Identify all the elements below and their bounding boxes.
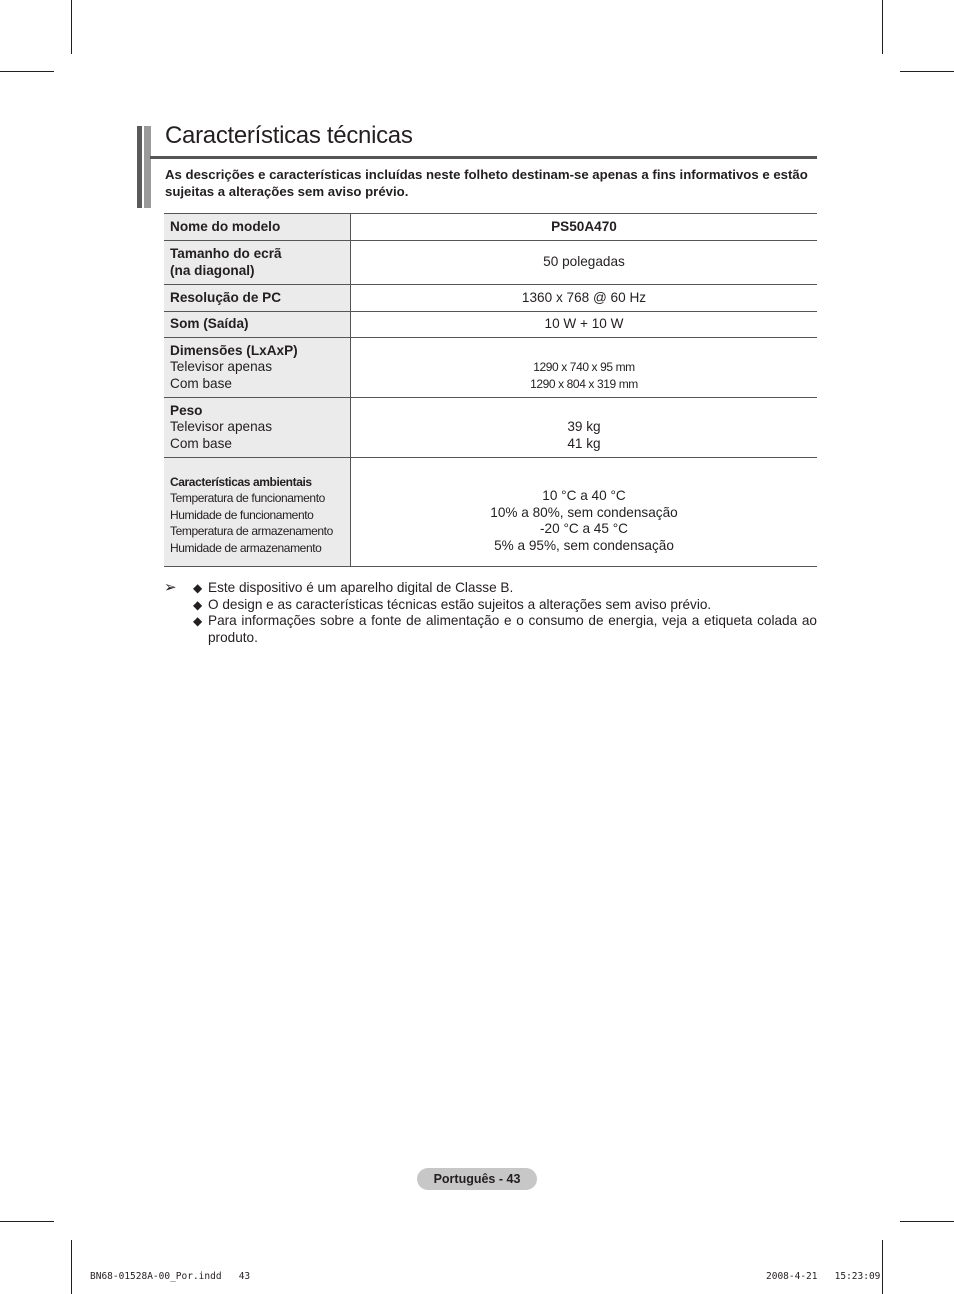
row-value-line: 10 °C a 40 °C bbox=[542, 488, 626, 503]
table-row bbox=[164, 312, 817, 338]
row-label-line: Com base bbox=[170, 375, 232, 391]
row-value: 50 polegadas bbox=[351, 241, 818, 285]
table-row bbox=[164, 338, 817, 398]
crop-mark bbox=[900, 1221, 954, 1222]
row-label-line: (na diagonal) bbox=[170, 262, 255, 278]
row-value: 1360 x 768 @ 60 Hz bbox=[351, 285, 818, 312]
intro-text: As descrições e características incluídas neste folheto destinam-se apenas a fins informativos e estão sujeitas a alterações sem aviso prévio. bbox=[165, 167, 808, 199]
notes-section bbox=[164, 580, 817, 646]
row-value: PS50A470 bbox=[351, 214, 818, 241]
row-value bbox=[351, 398, 818, 458]
row-value-line: 1290 x 804 x 319 mm bbox=[530, 376, 638, 391]
note-item bbox=[164, 613, 817, 646]
row-label bbox=[164, 338, 351, 398]
crop-mark bbox=[0, 71, 54, 72]
title-accent-bar bbox=[137, 126, 151, 208]
diamond-bullet-icon: ◆ bbox=[193, 614, 203, 628]
title-rule bbox=[150, 156, 817, 159]
row-label-line: Temperatura de funcionamento bbox=[170, 491, 325, 506]
row-value bbox=[351, 458, 818, 567]
crop-mark bbox=[900, 71, 954, 72]
crop-mark bbox=[882, 1240, 883, 1294]
row-label-line: Humidade de armazenamento bbox=[170, 540, 322, 555]
row-value-line: 41 kg bbox=[567, 435, 601, 451]
row-value-line: -20 °C a 45 °C bbox=[540, 521, 628, 536]
row-value: 10 W + 10 W bbox=[351, 312, 818, 338]
crop-mark bbox=[71, 1240, 72, 1294]
table-row bbox=[164, 214, 817, 241]
note-text: Este dispositivo é um aparelho digital de Classe B. bbox=[208, 580, 514, 595]
crop-mark bbox=[882, 0, 883, 54]
row-value-line: 5% a 95%, sem condensação bbox=[494, 537, 674, 553]
row-label-line: Temperatura de armazenamento bbox=[170, 524, 333, 539]
row-value-line: 39 kg bbox=[567, 419, 601, 435]
row-label bbox=[164, 458, 351, 567]
row-label-line: Humidade de funcionamento bbox=[170, 507, 314, 522]
row-label-line: Televisor apenas bbox=[170, 419, 273, 435]
table-row bbox=[164, 285, 817, 312]
crop-mark bbox=[71, 0, 72, 54]
table-row bbox=[164, 458, 817, 567]
specs-table bbox=[164, 213, 817, 567]
page-number-badge: Português - 43 bbox=[417, 1168, 537, 1190]
footer-file: BN68-01528A-00_Por.indd 43 bbox=[90, 1271, 251, 1282]
row-label: Resolução de PC bbox=[164, 285, 351, 312]
arrow-right-icon: ➢ bbox=[164, 579, 177, 596]
row-label: Som (Saída) bbox=[164, 312, 351, 338]
diamond-bullet-icon: ◆ bbox=[193, 597, 203, 612]
crop-mark bbox=[0, 1221, 54, 1222]
row-label: Nome do modelo bbox=[164, 214, 351, 241]
row-value bbox=[351, 338, 818, 398]
table-row bbox=[164, 398, 817, 458]
note-text: Para informações sobre a fonte de alimentação e o consumo de energia, veja a etiqueta colada ao produto. bbox=[208, 613, 817, 645]
row-label-line: Com base bbox=[170, 435, 232, 451]
table-row bbox=[164, 241, 817, 285]
row-value-line: 1290 x 740 x 95 mm bbox=[533, 360, 635, 375]
note-item bbox=[164, 597, 817, 614]
row-label-line: Dimensões (LxAxP) bbox=[170, 342, 298, 358]
row-label-line: Televisor apenas bbox=[170, 359, 273, 375]
row-label bbox=[164, 241, 351, 285]
row-label-line: Características ambientais bbox=[170, 474, 312, 489]
note-item bbox=[164, 580, 817, 597]
page-title: Características técnicas bbox=[165, 122, 413, 149]
row-value-line: 10% a 80%, sem condensação bbox=[490, 504, 678, 520]
diamond-bullet-icon: ◆ bbox=[193, 581, 203, 595]
row-label bbox=[164, 398, 351, 458]
row-label-line: Tamanho do ecrã bbox=[170, 246, 282, 261]
footer-timestamp: 2008-4-21 15:23:09 bbox=[766, 1271, 881, 1282]
note-text: O design e as características técnicas estão sujeitos a alterações sem aviso prévio. bbox=[208, 596, 712, 612]
row-label-line: Peso bbox=[170, 402, 203, 418]
